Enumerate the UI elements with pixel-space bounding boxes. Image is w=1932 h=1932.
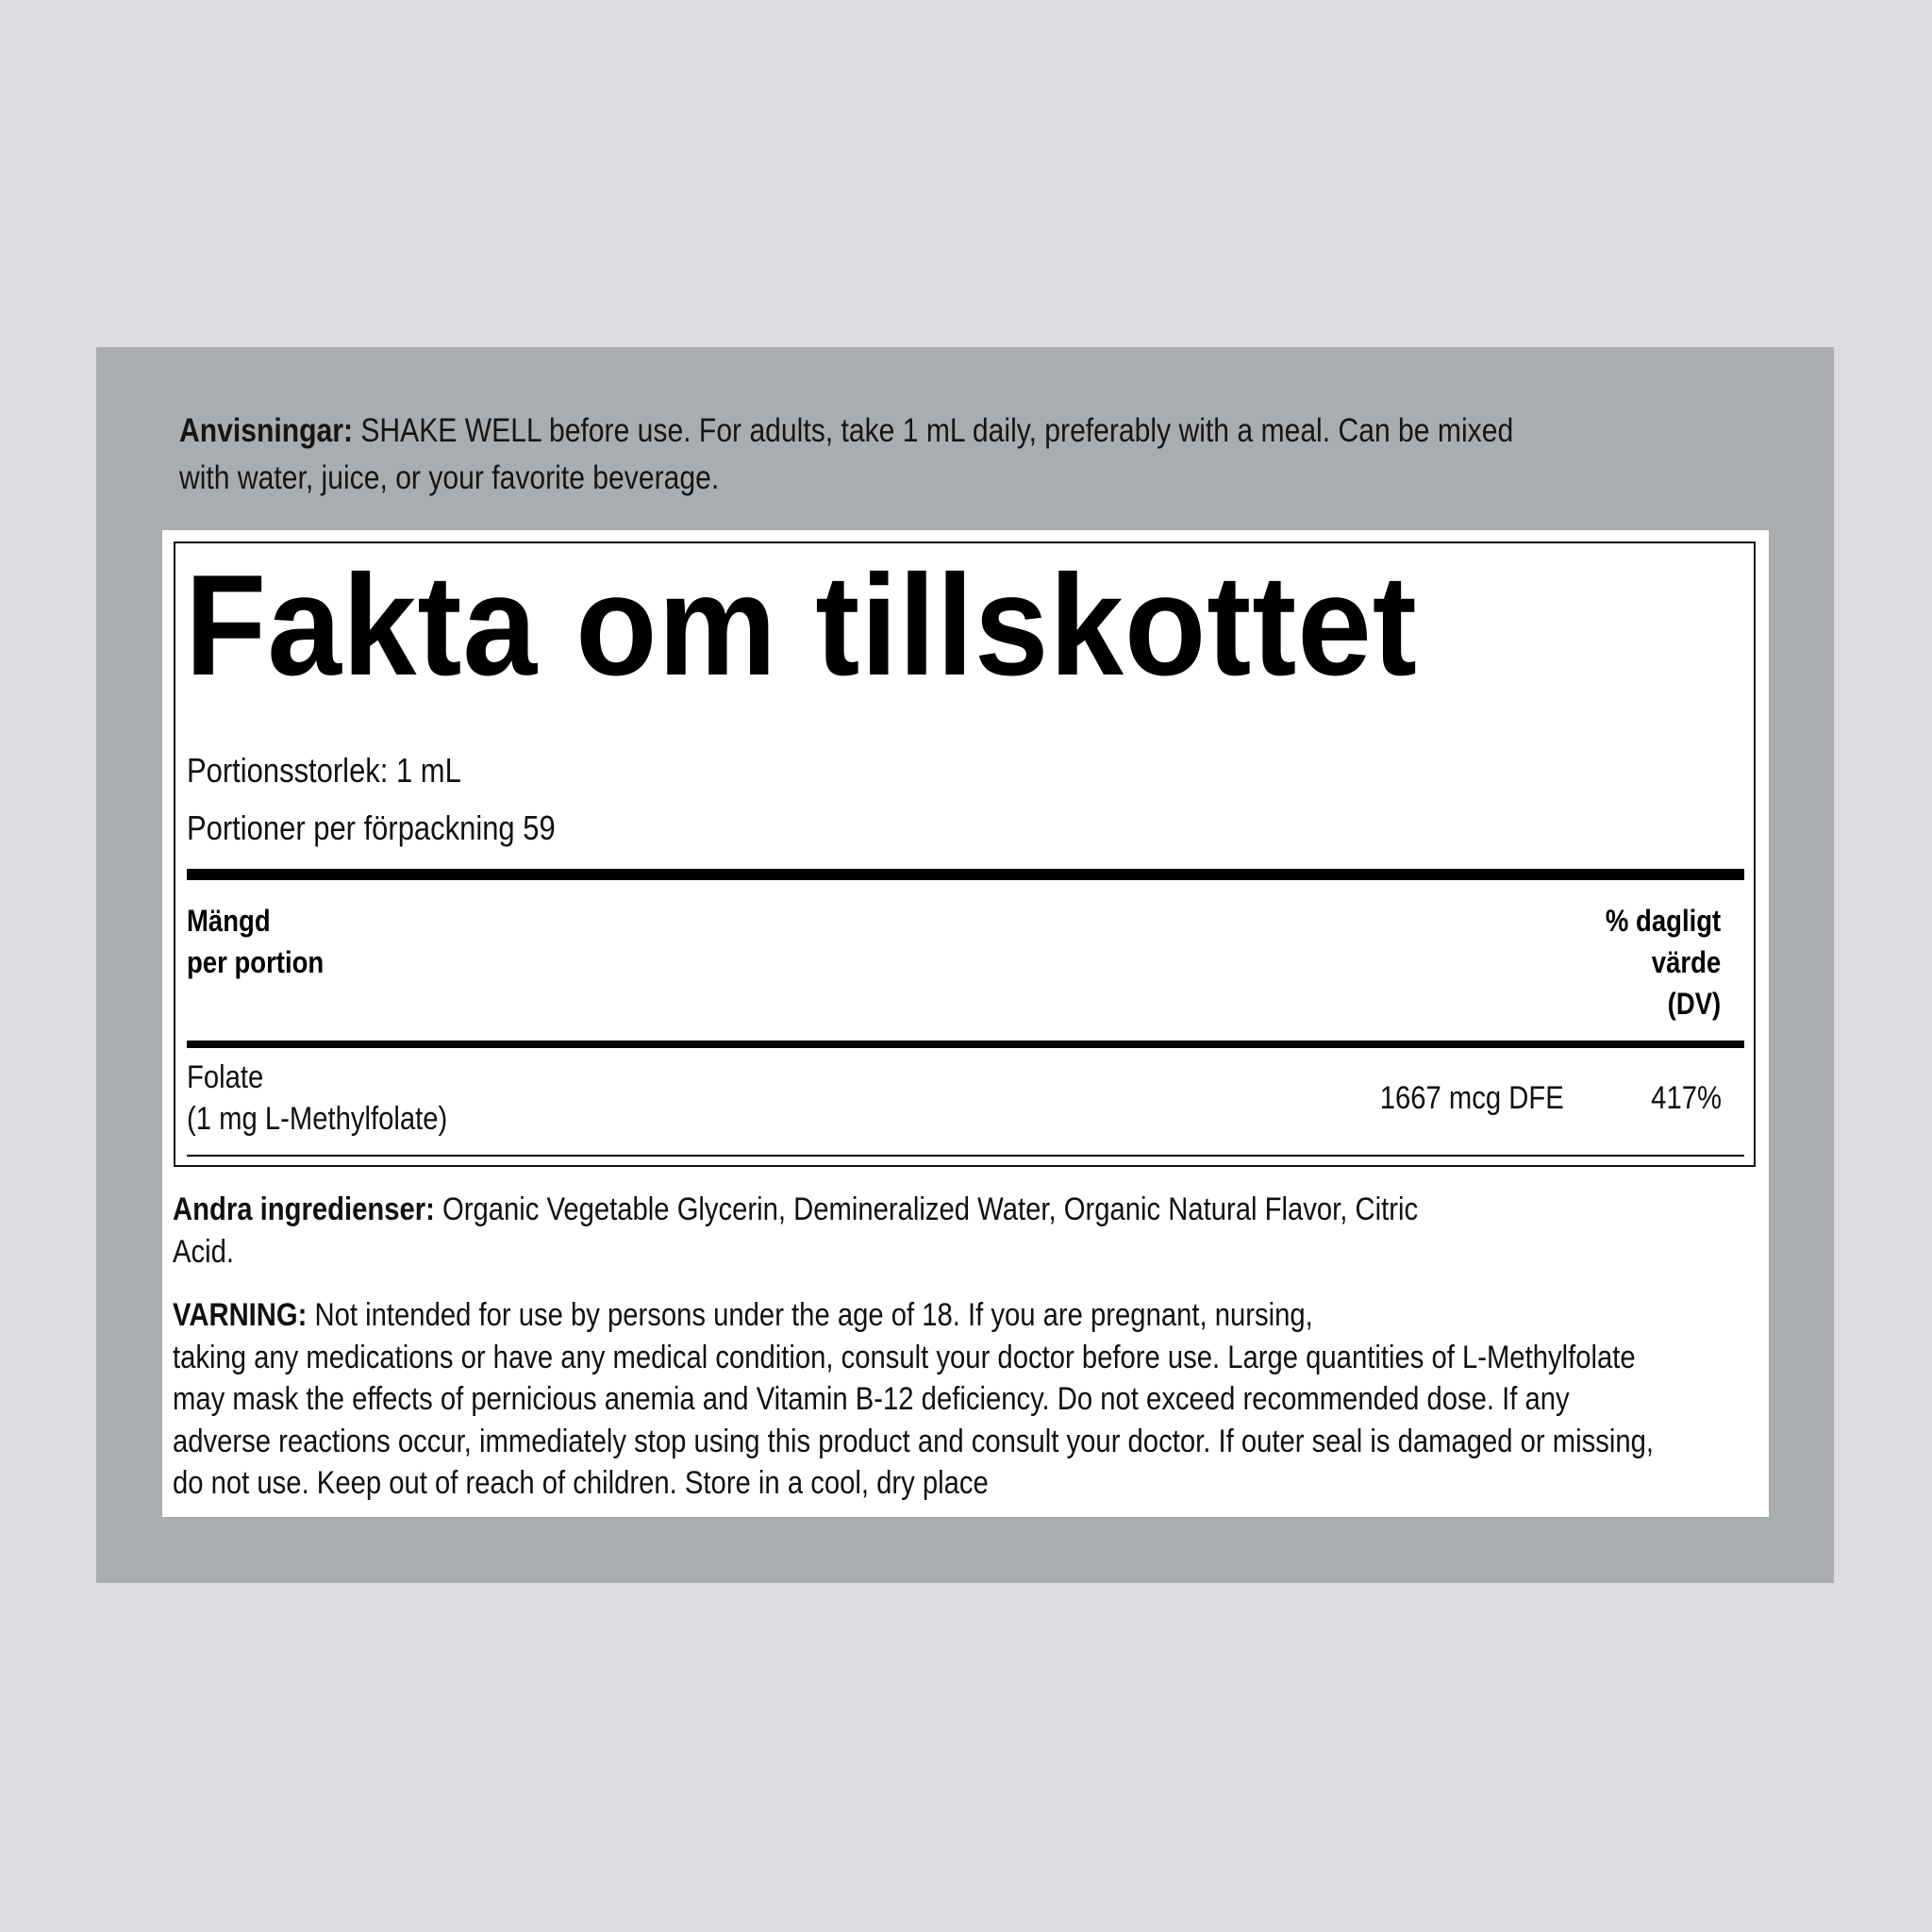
dv-header-line-3: (DV) bbox=[1667, 987, 1721, 1021]
dv-header-line-2: värde bbox=[1651, 945, 1721, 979]
other-ingredients-label: Andra ingredienser: bbox=[173, 1191, 435, 1227]
other-ingredients bbox=[173, 1189, 1633, 1273]
directions-label: Anvisningar: bbox=[179, 412, 353, 449]
serving-size: Portionsstorlek: 1 mL bbox=[187, 751, 461, 790]
warning-line-5: do not use. Keep out of reach of children. Store in a cool, dry place bbox=[173, 1465, 989, 1501]
nutrient-daily-value: 417% bbox=[1651, 1080, 1722, 1116]
thin-divider-bottom bbox=[187, 1155, 1744, 1157]
nutrient-name bbox=[187, 1057, 447, 1140]
thick-divider-header bbox=[187, 1041, 1744, 1048]
warning-line-1: Not intended for use by persons under the age of 18. If you are pregnant, nursing, bbox=[314, 1297, 1313, 1333]
nutrient-detail-line: (1 mg L-Methylfolate) bbox=[187, 1101, 448, 1137]
nutrient-amount: 1667 mcg DFE bbox=[1379, 1080, 1564, 1116]
nutrient-name-line: Folate bbox=[187, 1059, 264, 1095]
warning-line-2: taking any medications or have any medical condition, consult your doctor before use. Large quantities of L-Methylfolate bbox=[173, 1339, 1636, 1375]
daily-value-header bbox=[1606, 900, 1721, 1024]
amount-header-line-2: per portion bbox=[187, 945, 325, 979]
amount-per-serving-header bbox=[187, 900, 324, 983]
warning-line-3: may mask the effects of pernicious anemia and Vitamin B-12 deficiency. Do not exceed recommended dose. If any bbox=[173, 1381, 1570, 1417]
directions-text bbox=[179, 408, 1737, 502]
dv-header-line-1: % dagligt bbox=[1605, 904, 1721, 938]
facts-title: Fakta om tillskottet bbox=[185, 545, 1418, 706]
warning-text bbox=[173, 1294, 1739, 1505]
directions-line-2: with water, juice, or your favorite beverage. bbox=[179, 459, 720, 496]
directions-line-1: SHAKE WELL before use. For adults, take 1 mL daily, preferably with a meal. Can be mixed bbox=[360, 412, 1514, 449]
warning-line-4: adverse reactions occur, immediately stop using this product and consult your doctor. If outer seal is damaged or missing, bbox=[173, 1423, 1655, 1459]
other-ingredients-line-2: Acid. bbox=[173, 1233, 235, 1270]
servings-per-container: Portioner per förpackning 59 bbox=[187, 808, 556, 847]
amount-header-line-1: Mängd bbox=[187, 904, 271, 938]
other-ingredients-line-1: Organic Vegetable Glycerin, Demineralized Water, Organic Natural Flavor, Citric bbox=[441, 1191, 1419, 1227]
thick-divider-top bbox=[187, 869, 1744, 880]
warning-label: VARNING: bbox=[173, 1297, 308, 1333]
